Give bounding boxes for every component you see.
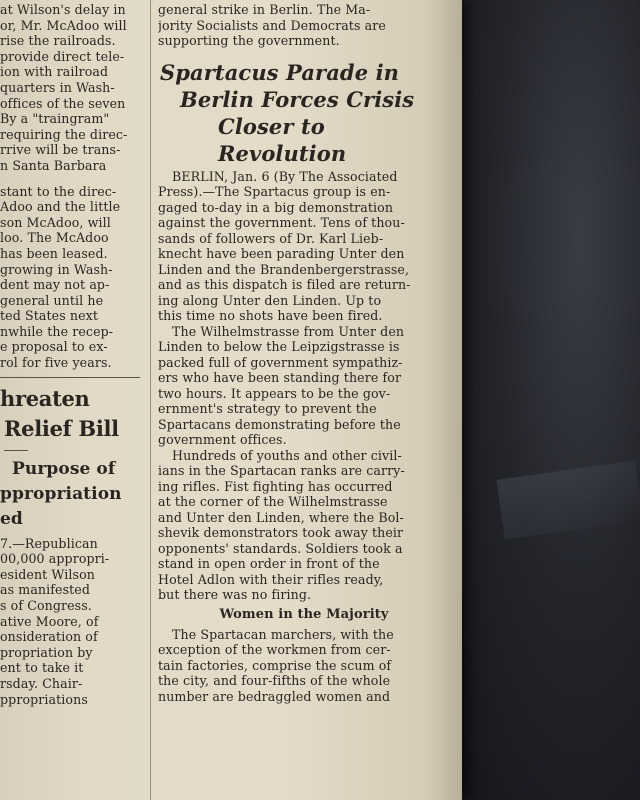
left-headline-line-1: hreaten — [0, 385, 90, 411]
right-top-text — [158, 2, 450, 49]
text-line: this time no shots have been fired. — [158, 308, 383, 323]
text-line: sands of followers of Dr. Karl Lieb- — [158, 230, 384, 246]
left-headline-line-2: Relief Bill — [4, 415, 119, 441]
text-line: the city, and four-fifths of the whole — [158, 673, 391, 688]
text-line: quarters in Wash- — [0, 79, 115, 95]
text-line: son McAdoo, will — [0, 214, 111, 230]
left-subhead-line-1: Purpose of — [12, 458, 116, 479]
text-line: tain factories, comprise the scum of — [158, 657, 392, 673]
text-line: or, Mr. McAdoo will — [0, 17, 127, 33]
text-line: rise the railroads. — [0, 33, 116, 49]
dark-background — [440, 0, 640, 800]
text-line: Press).—The Spartacus group is en- — [158, 184, 391, 199]
text-line: ing rifles. Fist fighting has occurred — [158, 478, 393, 494]
text-line: stand in open order in front of the — [158, 556, 380, 571]
text-line: Hundreds of youths and other civil- — [172, 447, 402, 463]
text-line: s of Congress. — [0, 598, 92, 614]
text-line: exception of the workmen from cer- — [158, 642, 391, 657]
text-line: n Santa Barbara — [0, 157, 107, 173]
article-paragraph-1 — [158, 169, 450, 324]
text-line: number are bedraggled women and — [158, 688, 391, 704]
section-divider — [0, 377, 140, 378]
text-line: opponents' standards. Soldiers took a — [158, 540, 403, 556]
left-subhead-line-3: ed — [0, 508, 23, 529]
text-line: ppropriations — [0, 691, 88, 707]
text-line: requiring the direc- — [0, 126, 128, 142]
left-subhead-line-2: ppropriation — [0, 483, 122, 504]
text-line: two hours. It appears to be the gov- — [158, 385, 391, 401]
headline-line-2: Berlin Forces Crisis — [180, 86, 415, 112]
text-line: offices of the seven — [0, 95, 126, 111]
text-line: rol for five years. — [0, 355, 112, 371]
text-line: rrive will be trans- — [0, 142, 121, 158]
text-line: dent may not ap- — [0, 277, 110, 293]
text-line: onsideration of — [0, 629, 98, 645]
background-fold — [497, 461, 640, 540]
text-line: Adoo and the little — [0, 199, 121, 215]
text-line: gaged to-day in a big demonstration — [158, 199, 394, 215]
paragraph-gap — [0, 174, 146, 184]
text-line: 7.—Republican — [0, 535, 98, 551]
headline-line-3: Closer to Revolution — [218, 113, 347, 166]
text-line: ing along Unter den Linden. Up to — [158, 292, 382, 308]
article-paragraph-2 — [158, 324, 450, 448]
text-line: knecht have been parading Unter den — [158, 246, 405, 261]
headline-line-1: Spartacus Parade in — [160, 59, 400, 85]
text-line: general until he — [0, 292, 104, 308]
left-column — [0, 2, 146, 707]
left-block-3 — [0, 536, 146, 708]
text-line: provide direct tele- — [0, 48, 125, 64]
text-line: ians in the Spartacan ranks are carry- — [158, 463, 405, 478]
text-line: has been leased. — [0, 245, 108, 261]
text-line: ers who have been standing there for — [158, 370, 402, 385]
article-headline — [158, 59, 450, 167]
text-line: government offices. — [158, 432, 287, 447]
text-line: rsday. Chair- — [0, 676, 83, 691]
text-line: BERLIN, Jan. 6 (By The Associated — [172, 168, 398, 184]
text-line: at the corner of the Wilhelmstrasse — [158, 494, 388, 509]
text-line: as manifested — [0, 582, 91, 598]
column-rule — [150, 0, 151, 800]
article-paragraph-3 — [158, 448, 450, 603]
text-line: at Wilson's delay in — [0, 2, 126, 17]
article-paragraph-4 — [158, 627, 450, 705]
text-line: and as this dispatch is filed are return- — [158, 277, 411, 292]
text-line: nwhile the recep- — [0, 323, 114, 339]
text-line: shevik demonstrators took away their — [158, 525, 404, 540]
text-line: against the government. Tens of thou- — [158, 215, 405, 230]
text-line: but there was no firing. — [158, 587, 312, 602]
left-block-1 — [0, 2, 146, 174]
text-line: e proposal to ex- — [0, 339, 108, 355]
text-line: packed full of government sympathiz- — [158, 354, 403, 370]
text-line: jority Socialists and Democrats are — [158, 17, 386, 33]
text-line: The Spartacan marchers, with the — [172, 626, 394, 642]
text-line: ted States next — [0, 308, 98, 324]
article-subhead: Women in the Majority — [219, 606, 389, 622]
text-line: loo. The McAdoo — [0, 230, 109, 246]
text-line: propriation by — [0, 644, 93, 660]
text-line: general strike in Berlin. The Ma- — [158, 2, 371, 17]
text-line: supporting the government. — [158, 33, 340, 48]
text-line: growing in Wash- — [0, 261, 113, 277]
text-line: Linden and the Brandenbergerstrasse, — [158, 261, 410, 277]
text-line: stant to the direc- — [0, 183, 117, 199]
text-line: ent to take it — [0, 660, 84, 676]
text-line: By a "traingram" — [0, 111, 110, 127]
text-line: Spartacans demonstrating before the — [158, 416, 401, 432]
text-line: esident Wilson — [0, 566, 95, 582]
right-column — [158, 2, 450, 704]
text-line: ion with railroad — [0, 64, 109, 80]
text-line: Linden to below the Leipzigstrasse is — [158, 339, 400, 354]
left-block-2 — [0, 184, 146, 371]
text-line: and Unter den Linden, where the Bol- — [158, 509, 404, 525]
headline-dash — [4, 450, 28, 451]
text-line: The Wilhelmstrasse from Unter den — [172, 323, 405, 339]
text-line: Hotel Adlon with their rifles ready, — [158, 571, 384, 587]
text-line: 00,000 appropri- — [0, 551, 110, 567]
text-line: ernment's strategy to prevent the — [158, 401, 377, 416]
text-line: ative Moore, of — [0, 613, 99, 629]
